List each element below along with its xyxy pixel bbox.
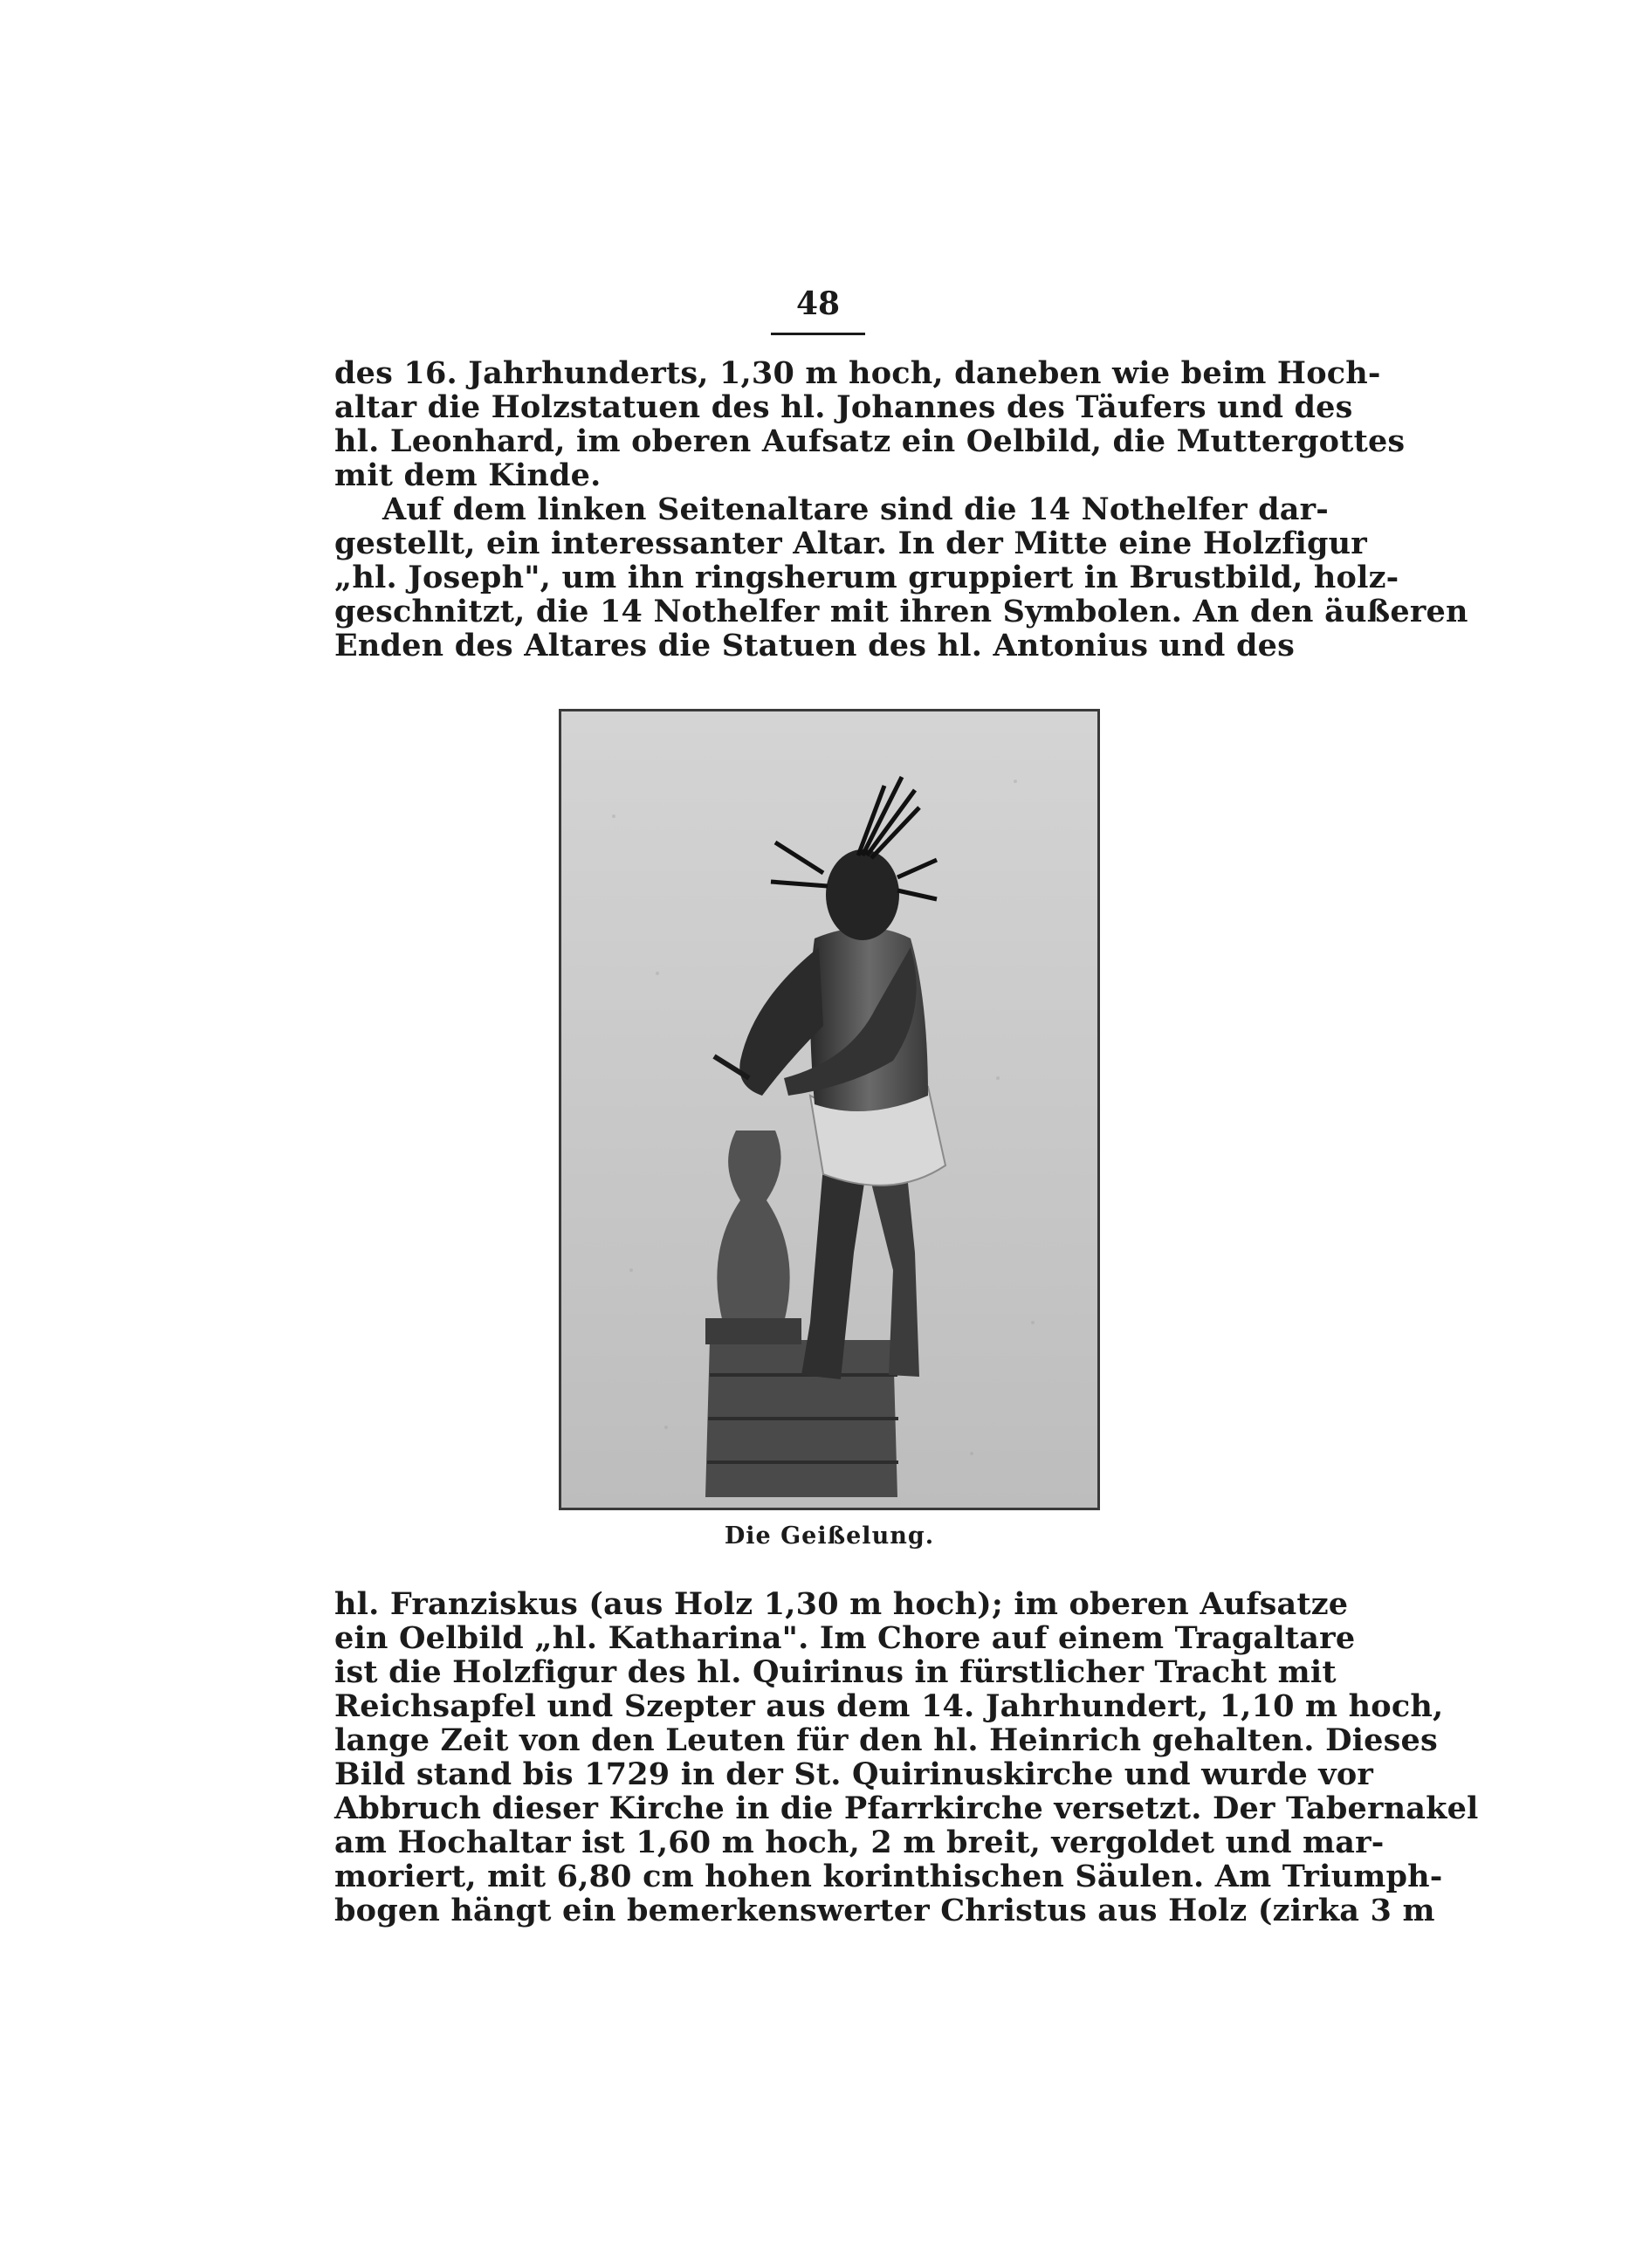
text-line: lange Zeit von den Leuten für den hl. Heinrich gehalten. Dieses: [334, 1722, 1438, 1758]
page-number-underline: [771, 333, 865, 335]
statue-head: [826, 849, 899, 940]
statue-illustration: [561, 711, 1097, 1508]
text-line: gestellt, ein interessanter Altar. In der Mitte eine Holzfigur: [334, 526, 1367, 561]
text-line: am Hochaltar ist 1,60 m hoch, 2 m breit, vergoldet und mar-: [334, 1825, 1385, 1860]
top-text-block: [334, 355, 1468, 663]
text-line: Bild stand bis 1729 in der St. Quirinuskirche und wurde vor: [334, 1756, 1374, 1792]
text-line: hl. Leonhard, im oberen Aufsatz ein Oelbild, die Muttergottes: [334, 423, 1406, 459]
paragraph-continuation: [334, 355, 1406, 493]
text-line: altar die Holzstatuen des hl. Johannes des Täufers und des: [334, 389, 1353, 425]
text-line: „hl. Joseph", um ihn ringsherum gruppiert in Brustbild, holz-: [334, 560, 1399, 595]
text-line: Abbruch dieser Kirche in die Pfarrkirche versetzt. Der Tabernakel: [334, 1790, 1479, 1826]
text-line: Reichsapfel und Szepter aus dem 14. Jahrhundert, 1,10 m hoch,: [334, 1688, 1444, 1724]
paragraph-side-altar: [334, 491, 1468, 663]
text-line: Enden des Altares die Statuen des hl. Antonius und des: [334, 628, 1295, 663]
figure-photo-flagellation: [559, 709, 1100, 1510]
figure-caption: Die Geißelung.: [724, 1522, 935, 1550]
text-line: bogen hängt ein bemerkenswerter Christus aus Holz (zirka 3 m: [334, 1893, 1435, 1928]
text-line: ein Oelbild „hl. Katharina". Im Chore auf einem Tragaltare: [334, 1620, 1356, 1656]
text-line: moriert, mit 6,80 cm hohen korinthischen Säulen. Am Triumph-: [334, 1859, 1443, 1894]
text-line: des 16. Jahrhunderts, 1,30 m hoch, daneben wie beim Hoch-: [334, 355, 1381, 391]
paragraph-continuation-after-figure: [334, 1586, 1479, 1928]
text-line: mit dem Kinde.: [334, 457, 602, 493]
text-line: geschnitzt, die 14 Nothelfer mit ihren Symbolen. An den äußeren: [334, 594, 1468, 629]
bottom-text-block: [334, 1586, 1479, 1928]
text-line: hl. Franziskus (aus Holz 1,30 m hoch); im oberen Aufsatze: [334, 1586, 1349, 1622]
text-line: Auf dem linken Seitenaltare sind die 14 Nothelfer dar-: [382, 491, 1330, 527]
text-line: ist die Holzfigur des hl. Quirinus in fürstlicher Tracht mit: [334, 1654, 1337, 1690]
page-number: 48: [795, 285, 841, 322]
